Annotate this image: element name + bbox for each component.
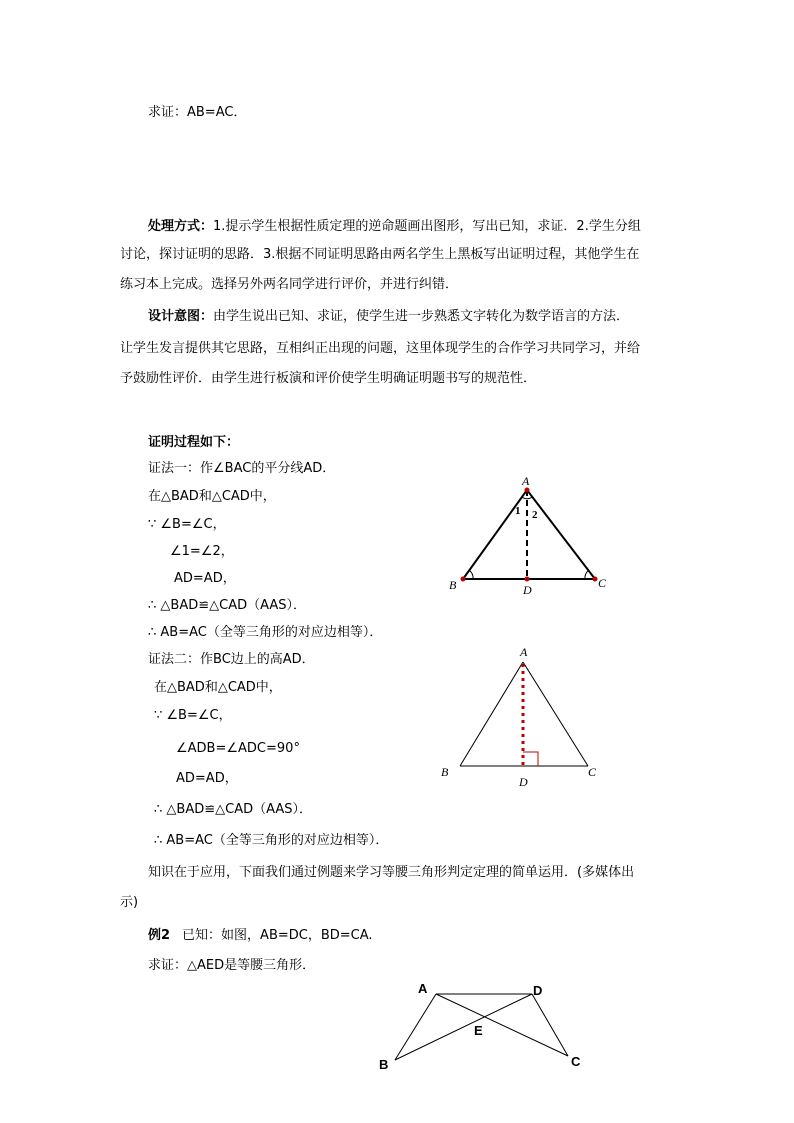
fig1-label-a: A	[522, 474, 530, 488]
fig1-angle-a-mark	[522, 497, 532, 499]
prove-line: 求证：AB=AC．	[148, 105, 247, 120]
fig2-right-angle-mark	[523, 752, 538, 766]
proof1-line-5: AD=AD，	[174, 571, 236, 586]
fig1-label-c: C	[598, 576, 607, 590]
proof2-line-3: ∵ ∠B=∠C，	[154, 708, 232, 723]
fig3-label-a: A	[418, 981, 428, 996]
figure-altitude	[436, 642, 616, 792]
intent-line-2: 让学生发言提供其它思路，互相纠正出现的问题，这里体现学生的合作学习共同学习，并给	[120, 341, 641, 356]
fig3-label-d: D	[533, 983, 543, 998]
proof-heading: 证明过程如下：	[148, 435, 240, 450]
fig2-label-d: D	[519, 775, 528, 789]
proof2-line-6: ∴ △BAD≌△CAD（AAS）．	[154, 802, 312, 817]
fig1-label-d: D	[523, 583, 532, 597]
fig3-label-e: E	[474, 1023, 483, 1038]
fig2-label-c: C	[588, 765, 597, 779]
proof1-line-7: ∴ AB=AC（全等三角形的对应边相等）．	[148, 625, 383, 640]
fig1-label-b: B	[449, 578, 457, 592]
example-line	[148, 927, 373, 945]
method-line-1	[148, 218, 641, 236]
figure-example-2	[370, 978, 590, 1078]
proof1-line-6: ∴ △BAD≌△CAD（AAS）．	[148, 598, 306, 613]
intent-line-1	[148, 308, 629, 326]
proof1-line-4: ∠1=∠2，	[170, 544, 234, 559]
fig1-triangle	[463, 490, 595, 579]
figure-angle-bisector	[440, 470, 620, 600]
example-prove-line: 求证：△AED是等腰三角形．	[148, 958, 316, 973]
fig1-label-1: 1	[515, 505, 521, 517]
proof2-line-7: ∴ AB=AC（全等三角形的对应边相等）．	[154, 833, 389, 848]
intent-label: 设计意图：	[148, 309, 214, 324]
fig1-vertex-b	[461, 577, 466, 582]
proof2-line-4: ∠ADB=∠ADC=90°	[176, 741, 300, 756]
intent-text: 由学生说出已知、求证，使学生进一步熟悉文字转化为数学语言的方法．	[213, 309, 630, 324]
proof1-line-3: ∵ ∠B=∠C，	[148, 517, 226, 532]
example-text: 已知：如图，AB=DC，BD=CA.	[182, 928, 373, 943]
proof2-line-2: 在△BAD和△CAD中，	[154, 680, 282, 695]
proof2-line-5: AD=AD，	[176, 771, 238, 786]
fig2-label-b: B	[441, 765, 449, 779]
application-line-2: 示)	[120, 895, 139, 910]
method-line-3: 练习本上完成。选择另外两名同学进行评价，并进行纠错．	[120, 277, 459, 292]
method-text: 1.提示学生根据性质定理的逆命题画出图形，写出已知，求证．2.学生分组	[213, 219, 641, 234]
fig1-vertex-c	[593, 577, 598, 582]
fig3-label-b: B	[379, 1057, 389, 1072]
fig1-label-2: 2	[532, 509, 538, 521]
fig1-vertex-d	[525, 577, 530, 582]
method-line-2: 讨论，探讨证明的思路．3.根据不同证明思路由两名学生上黑板写出证明过程，其他学生在	[120, 247, 640, 262]
proof2-line-1: 证法二：作BC边上的高AD．	[148, 652, 315, 667]
example-label: 例2	[148, 928, 171, 943]
method-label: 处理方式：	[148, 219, 214, 234]
application-line-1: 知识在于应用，下面我们通过例题来学习等腰三角形判定定理的简单运用．(多媒体出	[148, 865, 635, 880]
fig2-label-a: A	[520, 645, 528, 659]
fig3-label-c: C	[571, 1054, 581, 1069]
fig1-vertex-a	[525, 488, 530, 493]
intent-line-3: 予鼓励性评价．由学生进行板演和评价使学生明确证明题书写的规范性．	[120, 371, 537, 386]
proof1-line-1: 证法一：作∠BAC的平分线AD．	[148, 461, 336, 476]
proof1-line-2: 在△BAD和△CAD中，	[148, 489, 276, 504]
